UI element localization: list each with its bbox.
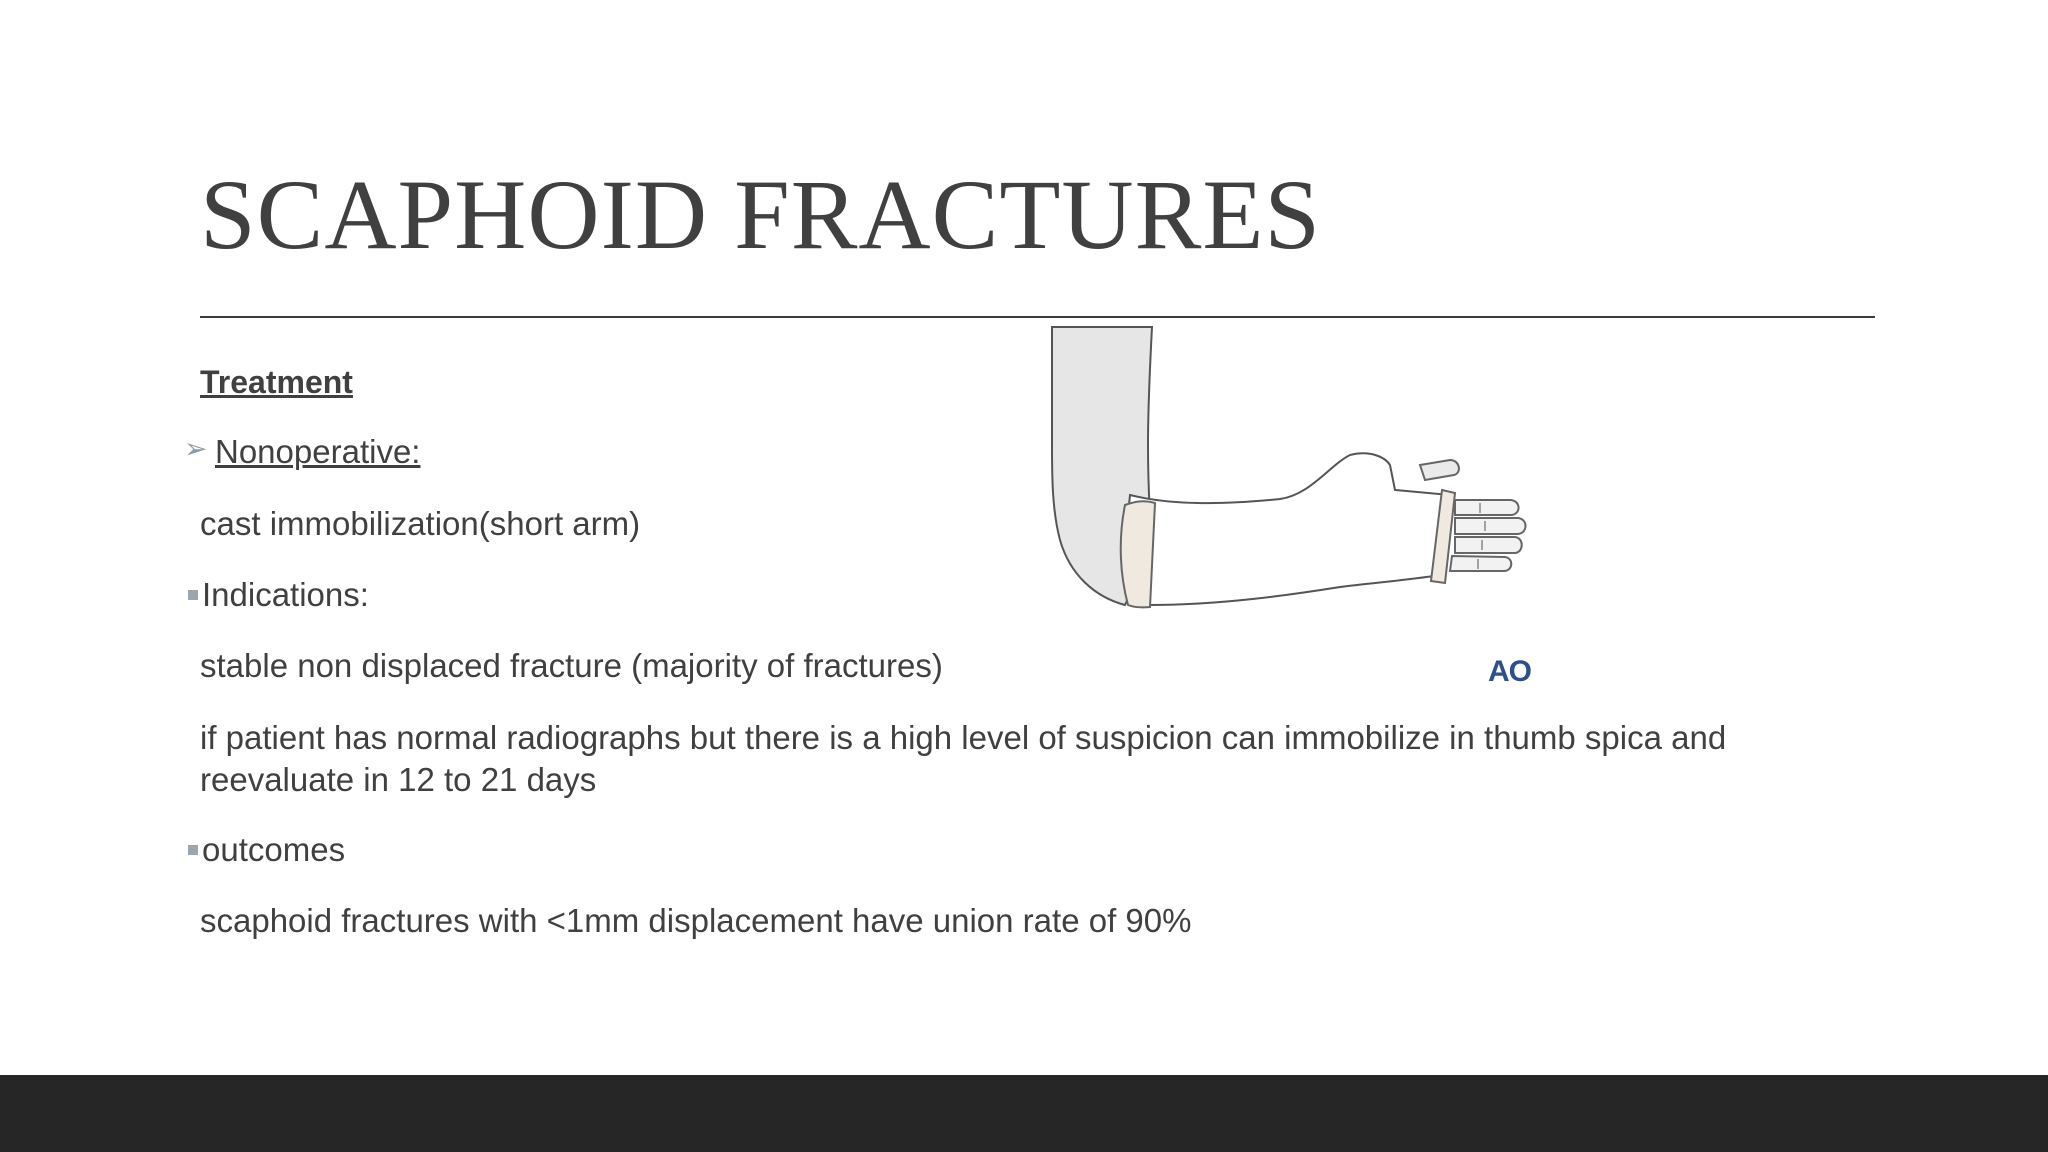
footer-bar	[0, 1075, 2048, 1152]
section-heading: Treatment	[200, 364, 353, 400]
arm-cast-illustration	[1050, 325, 1570, 695]
title-divider	[200, 316, 1875, 318]
square-bullet-icon	[188, 845, 198, 855]
outcome-item: scaphoid fractures with <1mm displacement have union rate of 90%	[200, 902, 1192, 939]
nonoperative-label: Nonoperative:	[215, 433, 421, 470]
square-bullet-icon	[188, 590, 198, 600]
indication-item-line2: reevaluate in 12 to 21 days	[200, 761, 597, 798]
indication-item: stable non displaced fracture (majority of fractures)	[200, 647, 943, 684]
slide-title: SCAPHOID FRACTURES	[200, 159, 1322, 270]
indications-label: Indications:	[202, 576, 369, 613]
arrow-bullet-icon: ➢	[184, 432, 208, 465]
cast-text: cast immobilization(short arm)	[200, 505, 641, 542]
outcomes-label: outcomes	[202, 831, 346, 868]
indication-item-line1: if patient has normal radiographs but there is a high level of suspicion can immobilize in thumb spica and	[200, 719, 1727, 756]
ao-logo: AO	[1488, 655, 1531, 688]
